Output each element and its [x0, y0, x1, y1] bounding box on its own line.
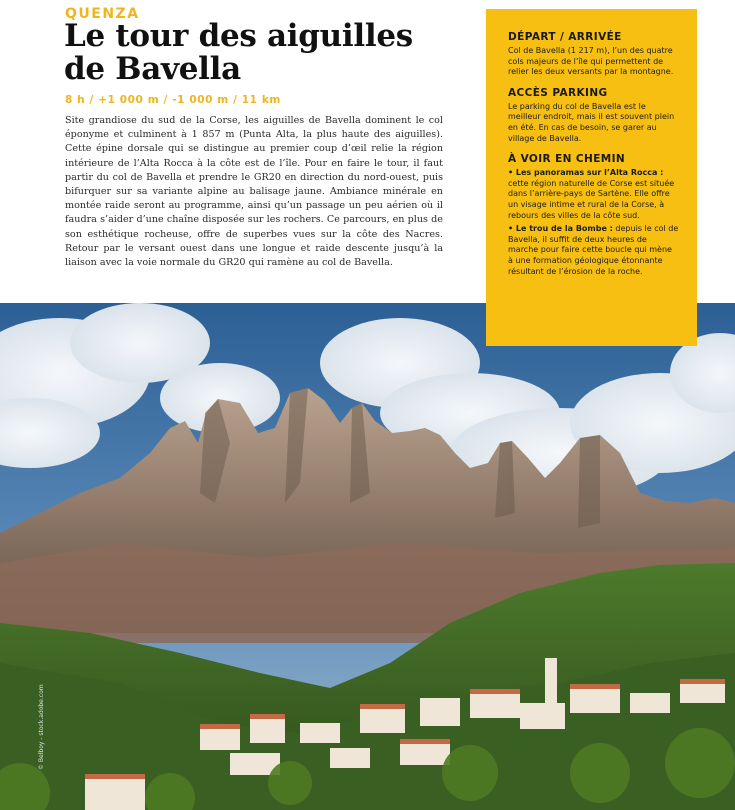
list-item [508, 168, 679, 221]
photo-credit-text: © Belboy - stock.adobe.com [38, 684, 45, 770]
list-item-text: cette région naturelle de Corse est située dans l’arrière-pays de Sartène. Elle offre un visage intime et rural de la Corse, à rebours des villes de la côte sud. [508, 178, 675, 220]
photo-credit [38, 680, 48, 770]
parking-heading: ACCÈS PARKING [508, 86, 608, 99]
article-title [64, 20, 484, 86]
section-kicker: QUENZA [65, 6, 140, 22]
chemin-list [508, 168, 679, 277]
list-item-label: • Les panoramas sur l’Alta Rocca : [508, 168, 664, 178]
landscape-photo [0, 303, 735, 810]
list-item-label: • Le trou de la Bombe : [508, 224, 613, 234]
article-body: Site grandiose du sud de la Corse, les aiguilles de Bavella dominent le col éponyme et culminent à 1 857 m (Punta Alta, la plus haute des aiguilles). Cette épine dorsale qui se distingue au premier coup d’œil relie la région intérieure de l’Alta Rocca à la côte est de l’île. Pour en faire le tour, il faut partir du col de Bavella et prendre le GR20 en direction du nord-ouest, puis bifurquer sur sa variante alpine au balisage jaune. Ambiance minérale en montée raide seront au programme, ainsi qu’un passage un peu aérien où il faudra s’aider d’une chaîne disposée sur les rochers. Ce parcours, en plus de son esthétique rocheuse, offre de superbes vues sur la côte des Nacres. Retour par le versant ouest dans une longue et raide descente jusqu’à la liaison avec la voie normale du GR20 qui ramène au col de Bavella. [65, 115, 443, 269]
info-sidebar [486, 9, 697, 346]
list-item [508, 224, 679, 277]
hike-stats: 8 h / +1 000 m / -1 000 m / 11 km [65, 94, 281, 106]
depart-text: Col de Bavella (1 217 m), l’un des quatre cols majeurs de l’île qui permettent de relier les deux versants par la montagne. [508, 46, 674, 77]
title-line-2: de Bavella [64, 51, 241, 87]
parking-text: Le parking du col de Bavella est le meilleur endroit, mais il est souvent plein en été. En cas de besoin, se garer au village de Bavella. [508, 101, 675, 143]
title-line-1: Le tour des aiguilles [64, 18, 413, 54]
list-item-text: depuis le col de Bavella, il suffit de deux heures de marche pour faire cette boucle qui mène à une formation géologique étonnante résultant de l’érosion de la roche. [508, 224, 679, 276]
chemin-heading: À VOIR EN CHEMIN [508, 153, 626, 166]
depart-heading: DÉPART / ARRIVÉE [508, 31, 622, 43]
